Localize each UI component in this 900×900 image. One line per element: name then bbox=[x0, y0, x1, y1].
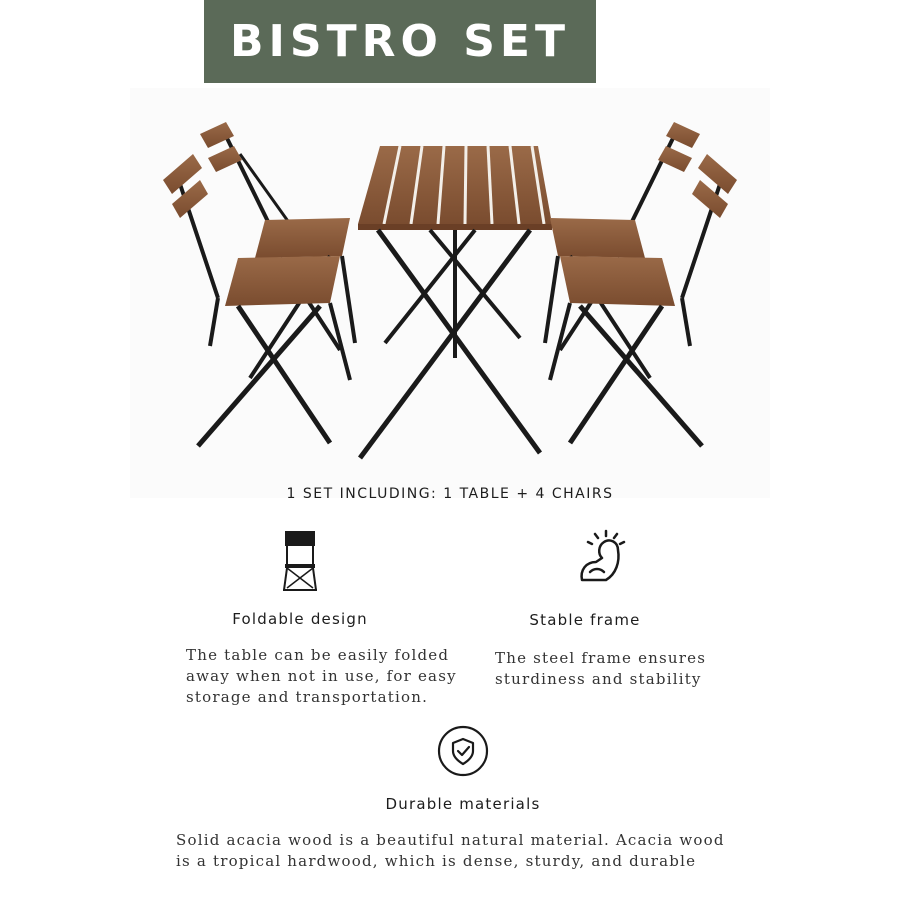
bistro-set-photo bbox=[130, 88, 770, 498]
feature-desc-stable: The steel frame ensures sturdiness and stability bbox=[495, 649, 707, 688]
chair-left-back bbox=[200, 122, 355, 378]
shield-check-icon bbox=[436, 724, 490, 778]
page-title: BISTRO SET bbox=[230, 16, 570, 67]
title-banner bbox=[204, 0, 596, 83]
feature-desc-durable: Solid acacia wood is a beautiful natural material. Acacia wood is a tropical hardwood, which is dense, sturdy, and durable bbox=[176, 831, 725, 870]
feature-title-stable: Stable frame bbox=[529, 611, 641, 629]
feature-title-foldable: Foldable design bbox=[232, 610, 368, 628]
chair-right-back bbox=[545, 122, 700, 378]
feature-title-durable: Durable materials bbox=[385, 795, 541, 813]
feature-desc-foldable: The table can be easily folded away when not in use, for easy storage and transportation. bbox=[186, 646, 457, 706]
set-contents-caption: 1 SET INCLUDING: 1 TABLE + 4 CHAIRS bbox=[286, 486, 614, 502]
strong-arm-icon bbox=[576, 528, 628, 588]
table bbox=[358, 146, 552, 458]
folding-chair-icon bbox=[280, 528, 320, 594]
bistro-set-illustration bbox=[130, 88, 770, 498]
